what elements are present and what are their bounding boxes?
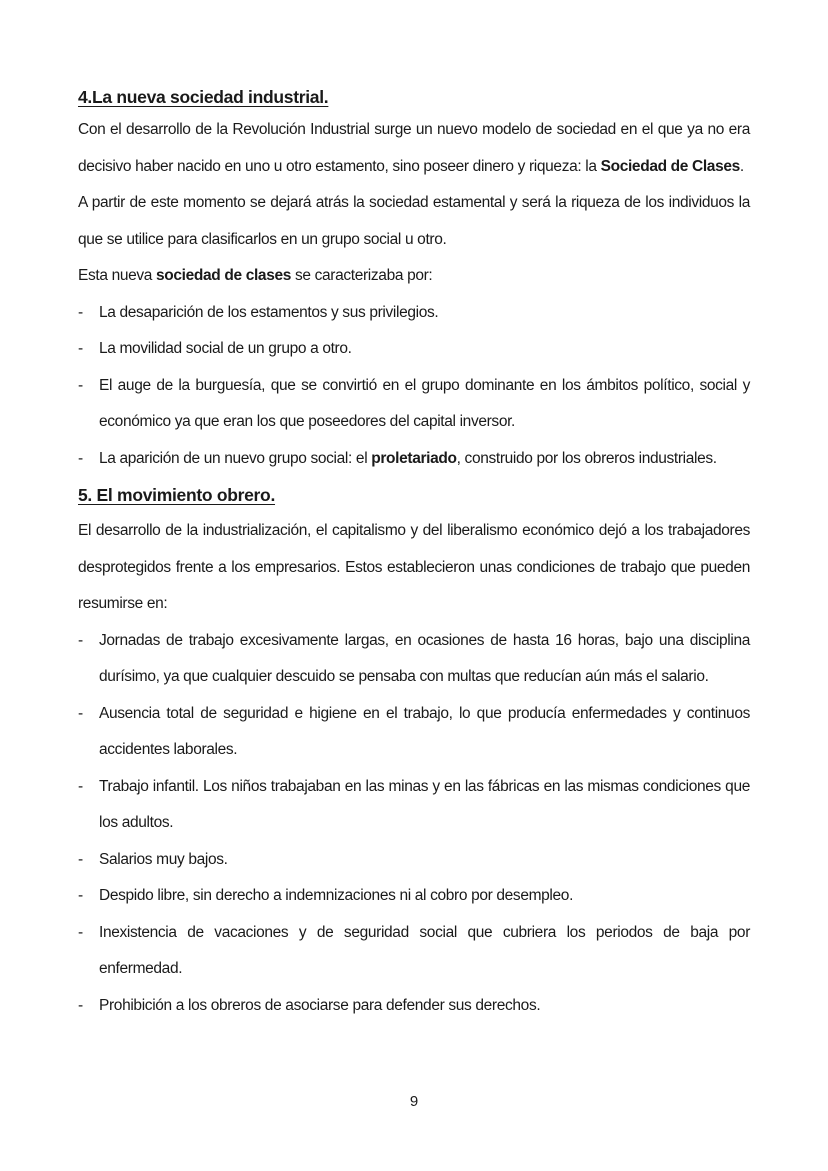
list-item-text: Ausencia total de seguridad e higiene en el trabajo, lo que producía enfermedades y continuos accidentes laborales.	[99, 704, 750, 758]
list-item-text: Despido libre, sin derecho a indemnizaciones ni al cobro por desempleo.	[99, 887, 574, 904]
page-number: 9	[409, 1093, 419, 1110]
list-item	[78, 331, 750, 368]
section-4-paragraph-1	[78, 112, 750, 185]
section-5-paragraph-1: El desarrollo de la industrialización, el capitalismo y del liberalismo económico dejó a los trabajadores desprotegidos frente a los empresarios. Estos establecieron unas condiciones de trabajo que pueden resumirse en:	[78, 522, 750, 612]
list-item-text: Trabajo infantil. Los niños trabajaban en las minas y en las fábricas en las mismas condiciones que los adultos.	[99, 777, 750, 831]
list-item	[78, 915, 750, 988]
section-4-bullet-list	[78, 295, 750, 478]
list-item-text: Salarios muy bajos.	[99, 850, 228, 868]
dash-bullet: -	[78, 850, 83, 868]
section-5-bullet-list	[78, 623, 750, 1025]
list-item-text: La desaparición de los estamentos y sus privilegios.	[99, 303, 439, 321]
list-item	[78, 878, 750, 915]
document-page	[78, 82, 750, 1024]
paragraph-text: .	[739, 157, 744, 175]
list-item	[78, 769, 750, 842]
list-item	[78, 696, 750, 769]
dash-bullet: -	[78, 704, 83, 722]
list-item-text: El auge de la burguesía, que se convirtió en el grupo dominante en los ámbitos político, social y económico ya que eran los que poseedores del capital inversor.	[99, 376, 750, 430]
section-4-paragraph-3	[78, 258, 750, 295]
dash-bullet: -	[78, 996, 83, 1014]
section-5-title: 5. El movimiento obrero.	[78, 485, 276, 505]
list-item	[78, 368, 750, 441]
list-item	[78, 842, 750, 879]
list-item-text: , construido por los obreros industriales.	[456, 449, 717, 467]
dash-bullet: -	[78, 449, 83, 467]
dash-bullet: -	[78, 631, 83, 649]
bold-term-sociedad-de-clases: Sociedad de Clases	[600, 157, 740, 175]
list-item	[78, 295, 750, 332]
list-item-text: La aparición de un nuevo grupo social: el	[99, 449, 372, 467]
dash-bullet: -	[78, 303, 83, 321]
list-item	[78, 988, 750, 1025]
paragraph-text: se caracterizaba por:	[291, 267, 433, 284]
section-4-title: 4.La nueva sociedad industrial.	[78, 87, 329, 107]
dash-bullet: -	[78, 923, 83, 941]
list-item-text: Jornadas de trabajo excesivamente largas, en ocasiones de hasta 16 horas, bajo una disciplina durísimo, ya que cualquier descuido se pensaba con multas que reducían aún más el salario.	[99, 631, 750, 685]
list-item	[78, 441, 750, 478]
list-item	[78, 623, 750, 696]
dash-bullet: -	[78, 340, 83, 357]
section-4-paragraph-2: A partir de este momento se dejará atrás la sociedad estamental y será la riqueza de los individuos la que se utilice para clasificarlos en un grupo social u otro.	[78, 194, 750, 248]
paragraph-text: Esta nueva	[78, 267, 157, 284]
bold-term-proletariado: proletariado	[371, 449, 457, 467]
dash-bullet: -	[78, 376, 83, 394]
dash-bullet: -	[78, 777, 83, 795]
list-item-text: Prohibición a los obreros de asociarse para defender sus derechos.	[99, 996, 541, 1014]
bold-term-sociedad-de-clases: sociedad de clases	[156, 267, 292, 284]
list-item-text: La movilidad social de un grupo a otro.	[99, 340, 352, 357]
paragraph-text: Con el desarrollo de la Revolución Industrial surge un nuevo modelo de sociedad en el que ya no era decisivo haber nacido en uno u otro estamento, sino poseer dinero y riqueza: la	[78, 121, 750, 175]
list-item-text: Inexistencia de vacaciones y de seguridad social que cubriera los periodos de baja por enfermedad.	[99, 923, 750, 977]
dash-bullet: -	[78, 887, 83, 904]
